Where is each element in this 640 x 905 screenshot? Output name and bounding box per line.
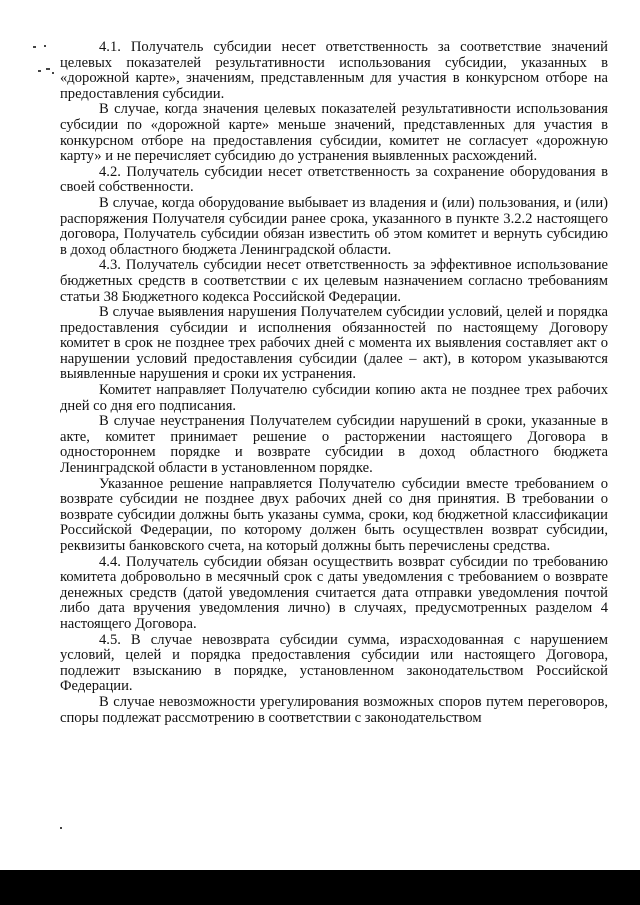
paragraph-4-2: 4.2. Получатель субсидии несет ответственность за сохранение оборудования в своей собственности. [60,163,608,196]
paragraph-4-1-case: В случае, когда значения целевых показателей результативности использования субсидии по «дорожной карте» меньше значений, представленных для участия в конкурсном отборе на предоставления субсидии, комитет не согласует «дорожную карту» и не перечисляет субсидию до устранения выявленных расхождений. [60,101,608,165]
paragraph-4-3-violation: В случае выявления нарушения Получателем субсидии условий, целей и порядка предоставления субсидии и исполнения обязанностей по настоящему Договору комитет в срок не позднее трех рабочих дней с момента их выявления составляет акт о нарушении условий предоставления субсидии (далее – акт), в котором указываются выявленные нарушения и сроки их устранения. [60,304,608,383]
paragraph-4-3-act-copy: Комитет направляет Получателю субсидии копию акта не позднее трех рабочих дней со дня его подписания. [60,382,608,414]
scan-bottom-edge [0,870,640,905]
paragraph-4-3: 4.3. Получатель субсидии несет ответственность за эффективное использование бюджетных средств в соответствии с их целевым назначением согласно требованиям статьи 38 Бюджетного кодекса Российской Федерации. [60,257,608,305]
paragraph-4-2-case: В случае, когда оборудование выбывает из владения и (или) пользования, и (или) распоряжения Получателя субсидии ранее срока, указанного в пункте 3.2.2 настоящего договора, Получатель субсидии обязан известить об этом комитет и вернуть субсидию в доход областного бюджета Ленинградской области. [60,194,608,258]
paragraph-4-1: 4.1. Получатель субсидии несет ответственность за соответствие значений целевых показателей результативности использования субсидии, указанных в «дорожной карте», значениям, представленным для участия в конкурсном отборе на предоставления субсидии. [60,39,608,102]
paragraph-4-5: 4.5. В случае невозврата субсидии сумма, израсходованная с нарушением условий, целей и порядка предоставления субсидии или настоящего Договора, подлежит взысканию в порядке, установленном законодательством Российской Федерации. [60,631,608,695]
paragraph-4-5-disputes: В случае невозможности урегулирования возможных споров путем переговоров, споры подлежат рассмотрению в соответствии с законодательством [60,693,608,726]
paragraph-4-3-decision: Указанное решение направляется Получателю субсидии вместе требованием о возврате субсидии не позднее двух рабочих дней со дня принятия. В требовании о возврате субсидии должны быть указаны сумма, сроки, код бюджетной классификации Российской Федерации, по которому должен быть осуществлен возврат субсидии, реквизиты банковского счета, на который должны быть перечислены средства. [60,475,608,554]
document-text [60,40,608,726]
paragraph-4-3-nonremedy: В случае неустранения Получателем субсидии нарушений в сроки, указанные в акте, комитет принимает решение о расторжении настоящего Договора в одностороннем порядке и возврате субсидии в доход областного бюджета Ленинградской области в установленном порядке. [60,413,608,477]
paragraph-4-4: 4.4. Получатель субсидии обязан осуществить возврат субсидии по требованию комитета добровольно в месячный срок с даты уведомления с требованием о возврате денежных средств (датой уведомления считается дата отправки уведомления почтой либо дата вручения уведомления лично) в случаях, предусмотренных разделом 4 настоящего Договора. [60,553,608,632]
